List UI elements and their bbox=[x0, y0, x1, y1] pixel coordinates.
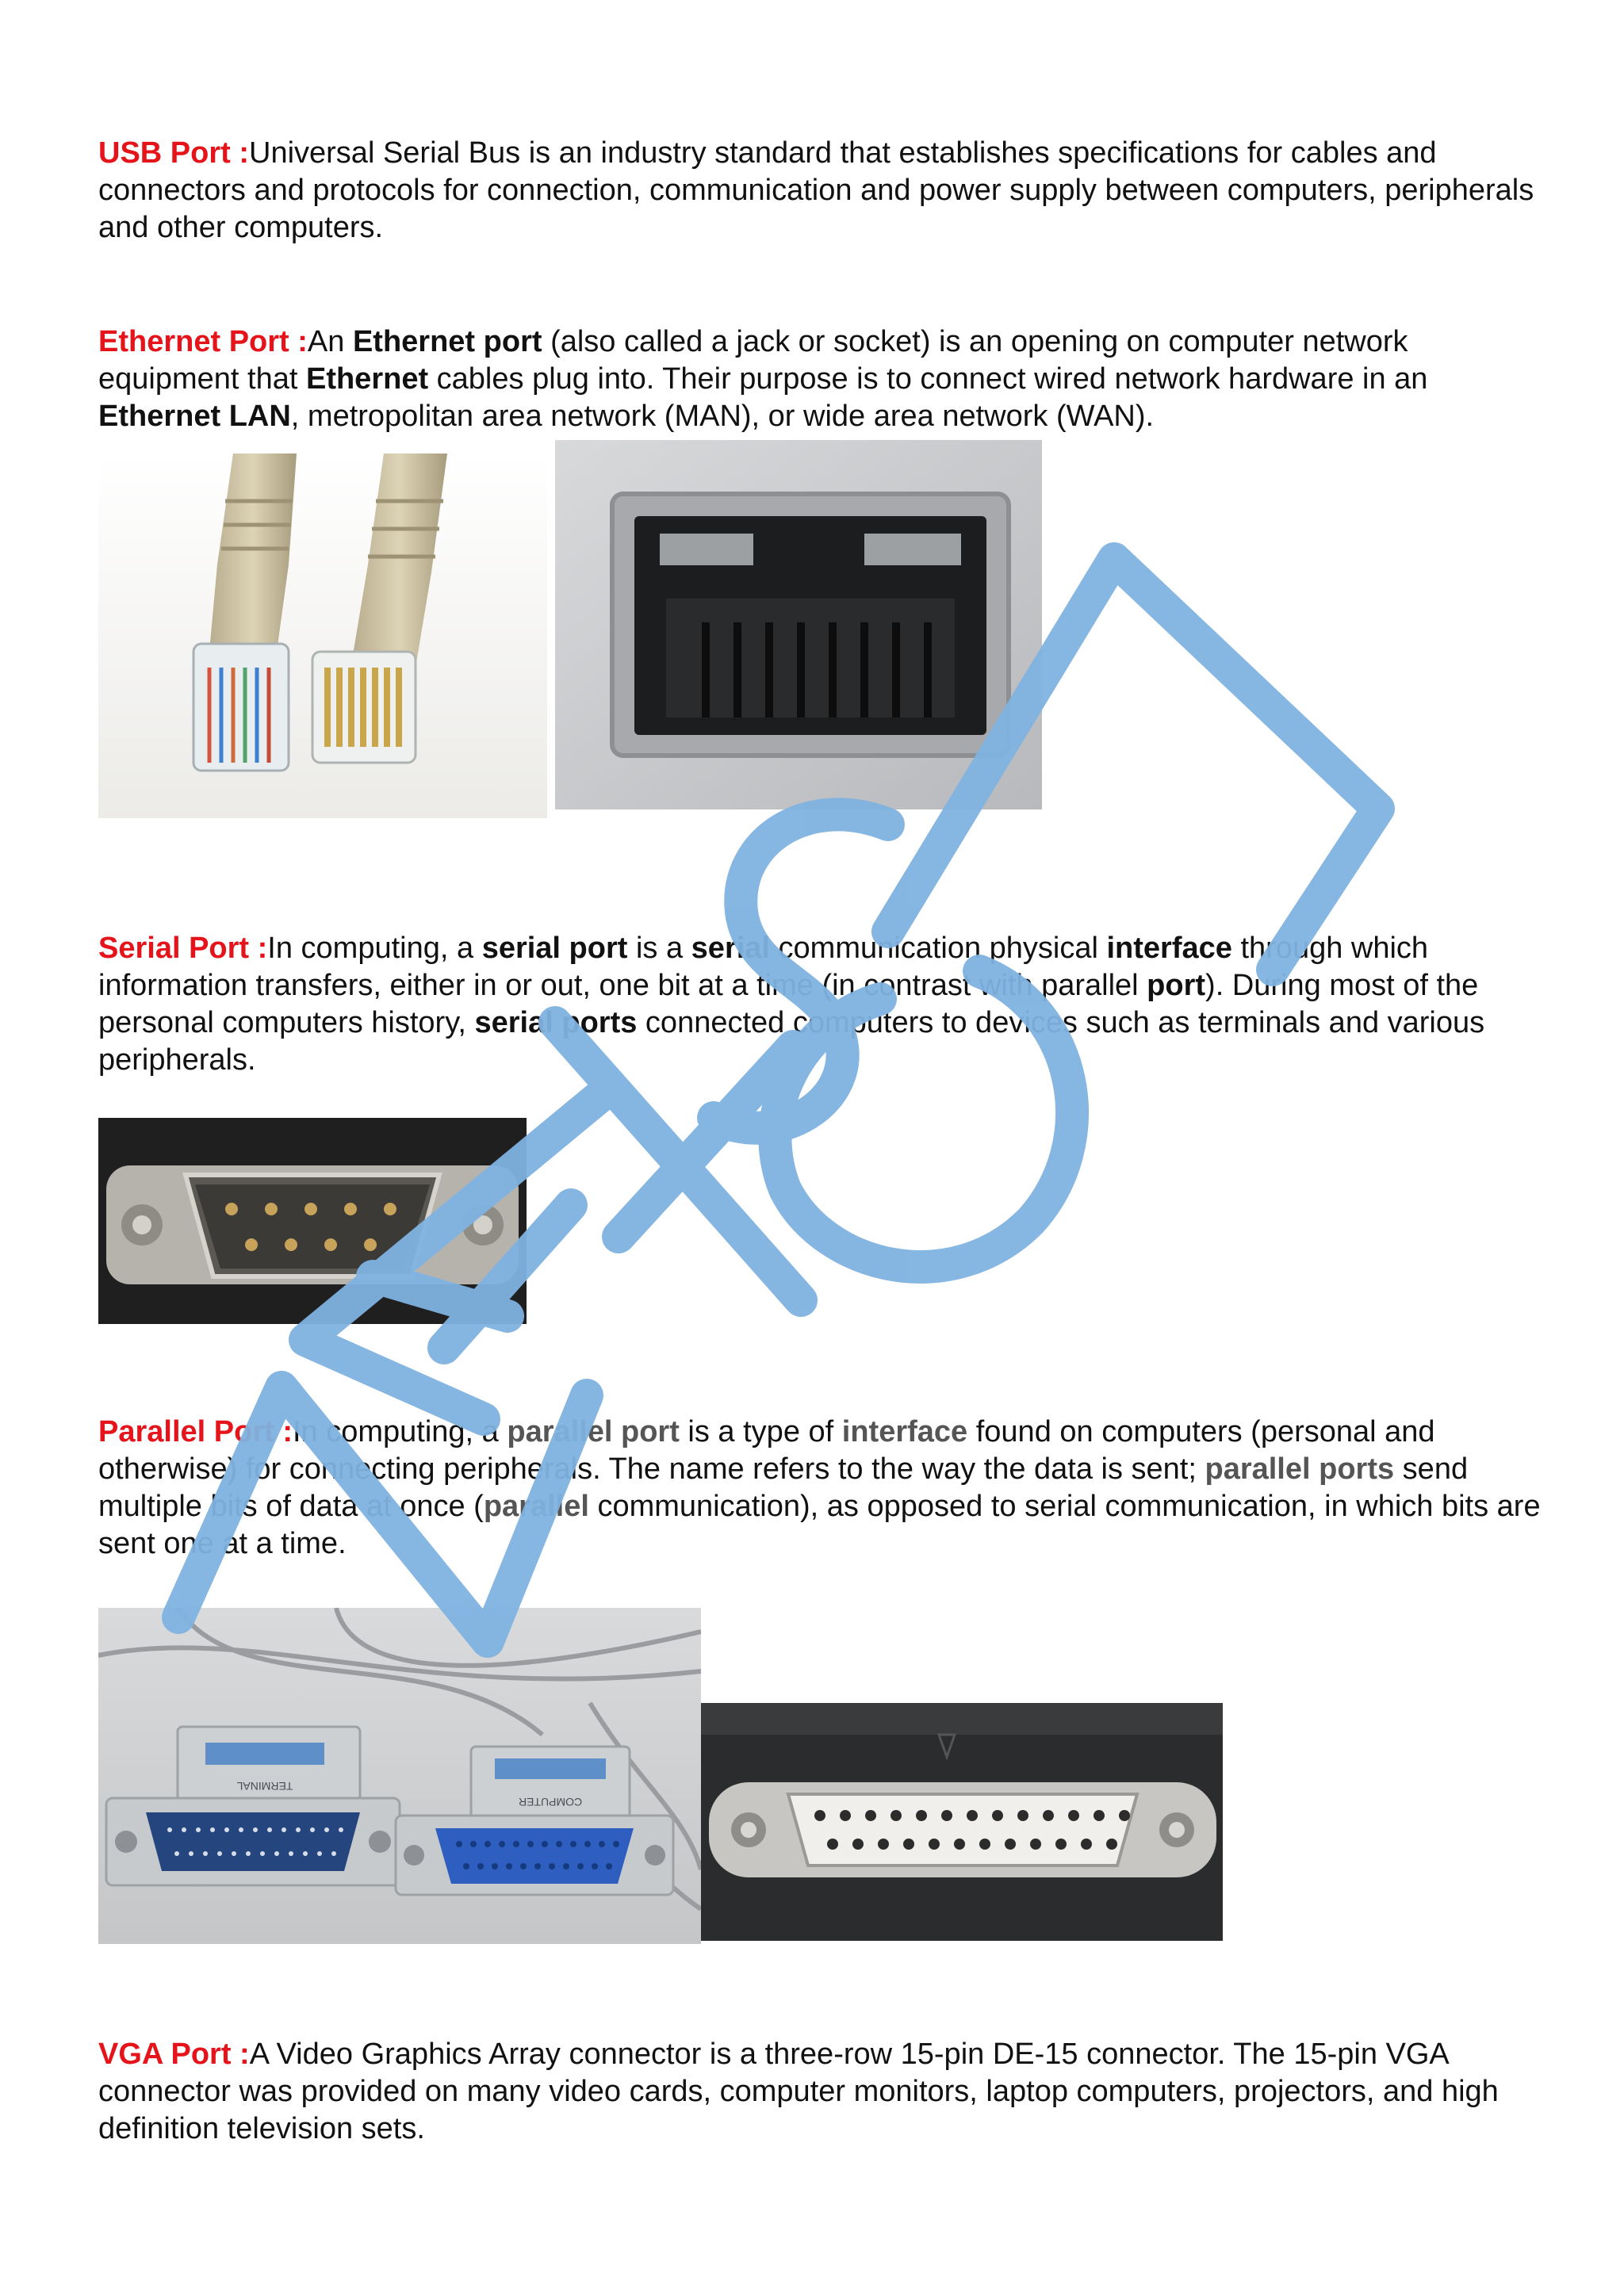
parallel-text-2: is a type of bbox=[679, 1415, 842, 1448]
serial-text-4: through which information transfers, either in or out, one bit at a time (in contrast with parallel bbox=[98, 932, 1429, 1002]
ethernet-text-1: An bbox=[307, 325, 353, 358]
parallel-port-heading: Parallel Port : bbox=[98, 1415, 293, 1448]
serial-port-heading: Serial Port : bbox=[98, 932, 268, 965]
ethernet-port-paragraph bbox=[98, 323, 1549, 435]
serial-bold-3: interface bbox=[1106, 932, 1232, 965]
serial-port-paragraph bbox=[98, 930, 1549, 1079]
parallel-bold-4: parallel bbox=[483, 1490, 589, 1523]
parallel-text-3: found on computers (personal and otherwise) for connecting peripherals. The name refers to the way the data is sent; bbox=[98, 1415, 1435, 1486]
usb-port-text: Universal Serial Bus is an industry standard that establishes specifications for cables and connectors and protocols for connection, communication and power supply between computers, peripherals and other computers. bbox=[98, 136, 1534, 244]
usb-port-paragraph bbox=[98, 135, 1549, 247]
vga-port-text: A Video Graphics Array connector is a three-row 15-pin DE-15 connector. The 15-pin VGA connector was provided on many video cards, computer monitors, laptop computers, projectors, and high definition television sets. bbox=[98, 2038, 1499, 2145]
parallel-port-photo bbox=[701, 1703, 1223, 1941]
ethernet-cables-photo bbox=[98, 453, 547, 818]
ethernet-text-2: (also called a jack or socket) is an opening on computer network equipment that bbox=[98, 325, 1408, 396]
serial-bold-4: port bbox=[1147, 969, 1206, 1002]
parallel-text-5: communication), as opposed to serial communication, in which bits are sent one at a time. bbox=[98, 1490, 1541, 1560]
serial-bold-2: serial bbox=[691, 932, 770, 965]
serial-text-5: ). During most of the personal computers history, bbox=[98, 969, 1479, 1039]
parallel-cables-photo bbox=[98, 1608, 701, 1944]
computer-label: COMPUTER bbox=[518, 1796, 583, 1808]
ethernet-port-photo bbox=[555, 440, 1042, 809]
serial-text-6: connected computers to devices such as terminals and various peripherals. bbox=[98, 1006, 1485, 1077]
ethernet-text-4: , metropolitan area network (MAN), or wide area network (WAN). bbox=[290, 400, 1155, 433]
terminal-label: TERMINAL bbox=[236, 1780, 293, 1793]
parallel-bold-3: parallel ports bbox=[1205, 1452, 1395, 1486]
serial-bold-1: serial port bbox=[481, 932, 628, 965]
parallel-text-1: In computing, a bbox=[292, 1415, 508, 1448]
ethernet-bold-2: Ethernet bbox=[305, 362, 429, 396]
parallel-bold-2: interface bbox=[841, 1415, 968, 1448]
serial-text-3: communication physical bbox=[769, 932, 1107, 965]
ethernet-port-heading: Ethernet Port : bbox=[98, 325, 308, 358]
serial-text-1: In computing, a bbox=[267, 932, 482, 965]
parallel-port-paragraph bbox=[98, 1414, 1549, 1563]
serial-bold-5: serial ports bbox=[474, 1006, 638, 1039]
vga-port-paragraph bbox=[98, 2036, 1549, 2148]
parallel-text-4: send multiple bits of data at once ( bbox=[98, 1452, 1469, 1523]
ethernet-bold-3: Ethernet LAN bbox=[98, 400, 291, 433]
ethernet-text-3: cables plug into. Their purpose is to connect wired network hardware in an bbox=[428, 362, 1428, 396]
parallel-bold-1: parallel port bbox=[507, 1415, 680, 1448]
ethernet-bold-1: Ethernet port bbox=[352, 325, 542, 358]
serial-text-2: is a bbox=[627, 932, 691, 965]
serial-port-photo bbox=[98, 1118, 527, 1324]
usb-port-heading: USB Port : bbox=[98, 136, 249, 170]
vga-port-heading: VGA Port : bbox=[98, 2038, 250, 2071]
